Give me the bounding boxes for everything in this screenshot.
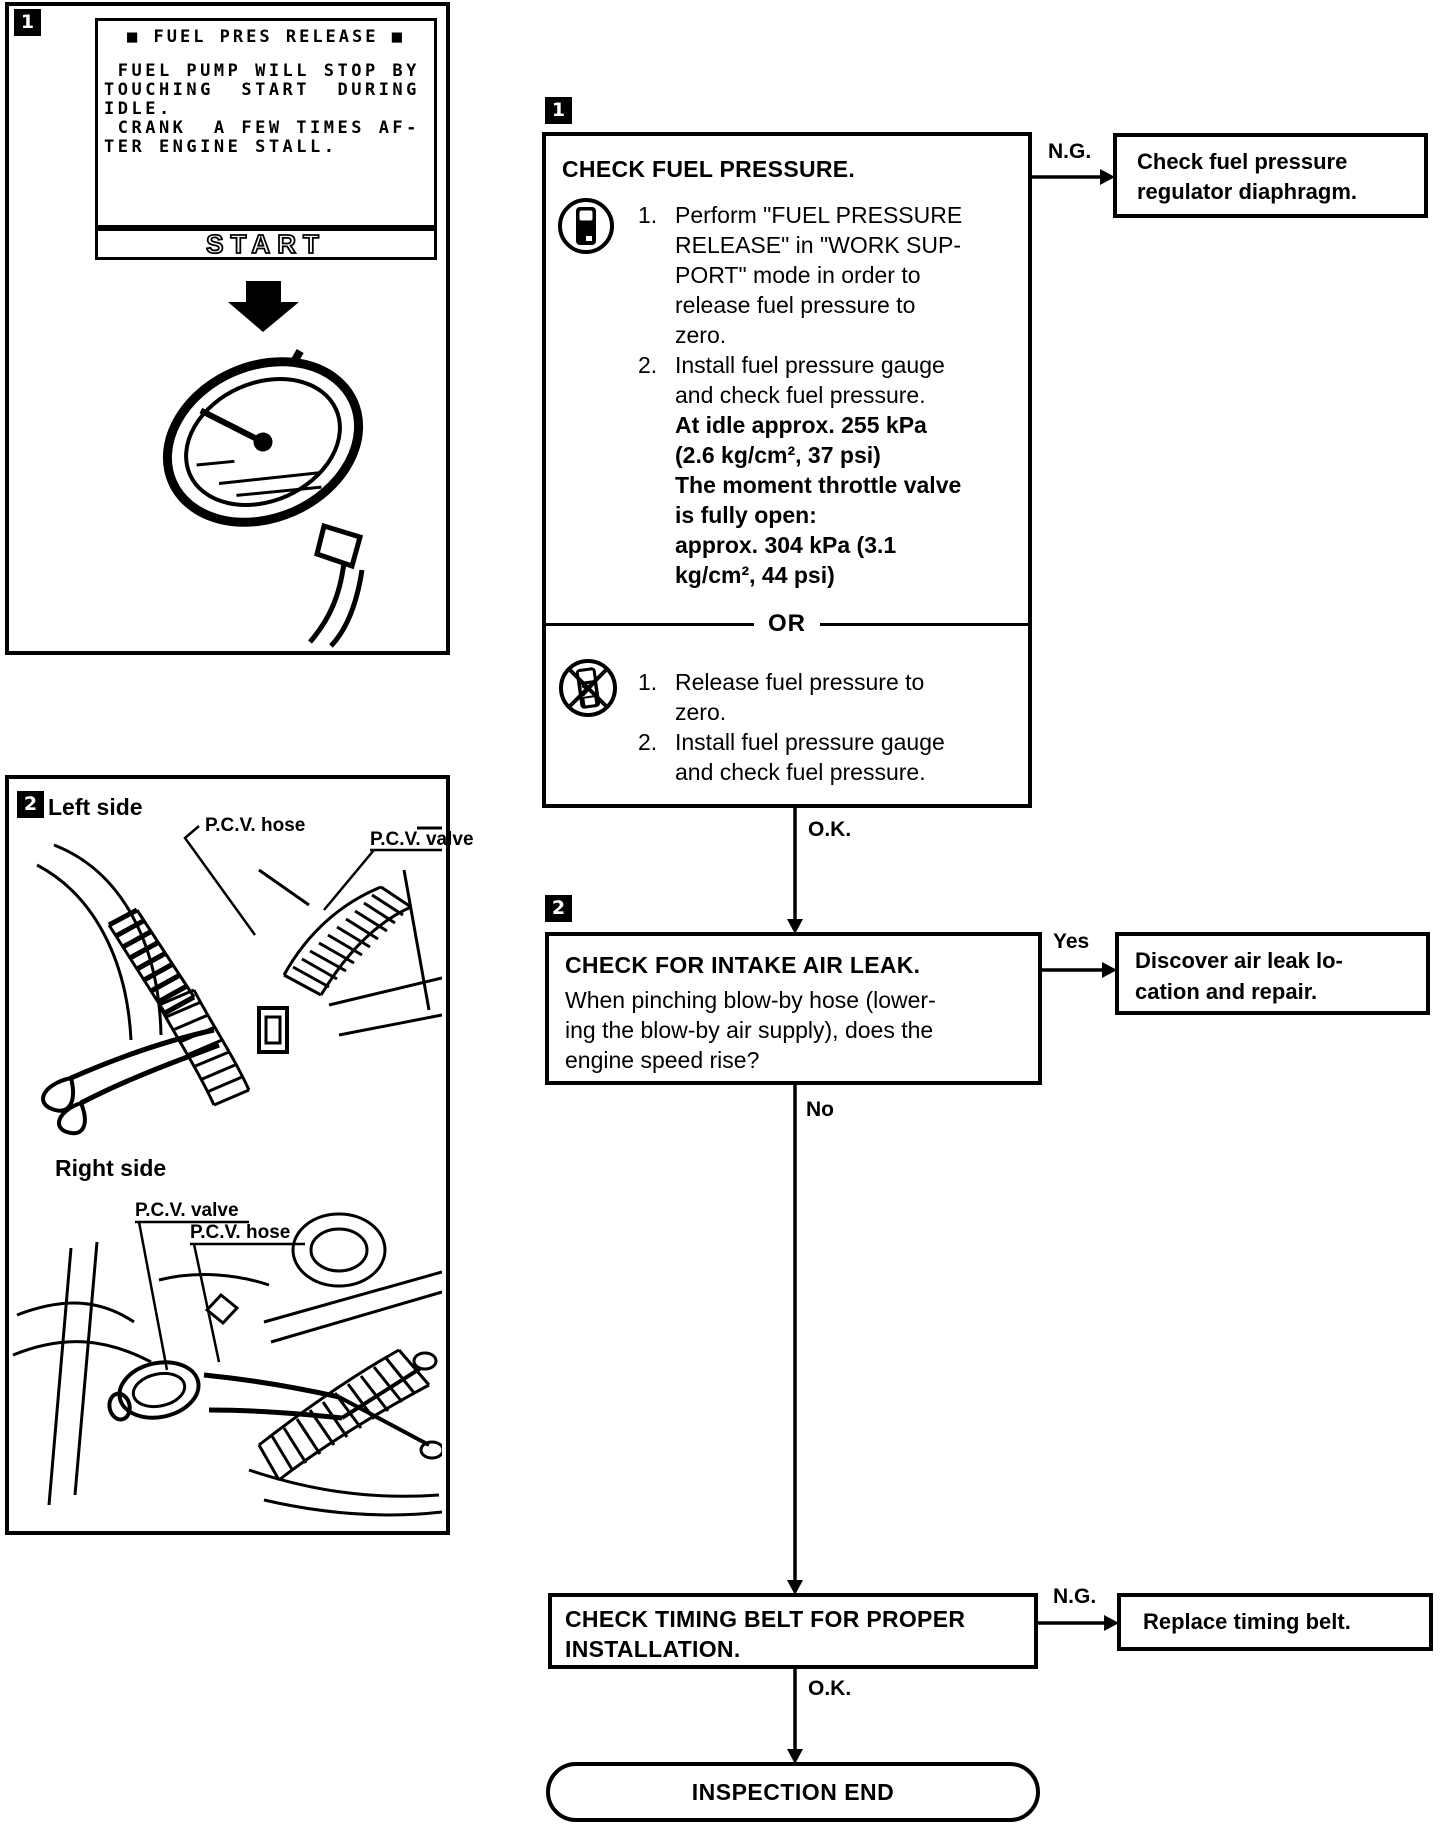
- step-2-box: [545, 932, 1042, 1085]
- step-3-title: CHECK TIMING BELT FOR PROPER INSTALLATION.: [565, 1606, 966, 1662]
- ng-label: N.G.: [1053, 1585, 1097, 1608]
- or-label: OR: [754, 610, 820, 638]
- list-item: 2. Install fuel pressure gauge and check fuel pressure.: [638, 729, 945, 785]
- pcv-hose-callout: P.C.V. hose: [205, 815, 306, 836]
- ok-label: O.K.: [808, 818, 852, 841]
- step-2-question: When pinching blow-by hose (lower- ing the blow-by air supply), does the engine speed rise?: [565, 987, 936, 1073]
- step-1-no-consult-procedure: [638, 667, 945, 787]
- left-side-label: Left side: [48, 794, 143, 820]
- ng-label: N.G.: [1048, 140, 1092, 163]
- step-1-box: [542, 132, 1032, 808]
- right-side-label: Right side: [55, 1155, 167, 1181]
- pcv-valve-callout: P.C.V. valve: [135, 1200, 239, 1221]
- consult-screen-text: FUEL PUMP WILL STOP BY TOUCHING START DURING IDLE. CRANK A FEW TIMES AF- TER ENGINE STALL.: [104, 61, 420, 157]
- inspection-end-terminator: INSPECTION END: [546, 1762, 1040, 1822]
- list-item: 2. Install fuel pressure gauge and check fuel pressure. At idle approx. 255 kPa (2.6 kg/cm², 37 psi) The moment throttle valve is fully open: approx. 304 kPa (3.1 kg/cm², 44 psi): [638, 352, 962, 588]
- panel-index-badge: 1: [14, 9, 41, 36]
- spec-values: At idle approx. 255 kPa (2.6 kg/cm², 37 psi) The moment throttle valve is fully open: approx. 304 kPa (3.1 kg/cm², 44 psi): [675, 412, 962, 588]
- list-item: 1. Release fuel pressure to zero.: [638, 669, 925, 725]
- step-1-ng-result-box: Check fuel pressure regulator diaphragm.: [1113, 133, 1428, 218]
- step-3-box: [548, 1593, 1038, 1669]
- ok-label: O.K.: [808, 1677, 852, 1700]
- list-item: 1. Perform "FUEL PRESSURE RELEASE" in "WORK SUP- PORT" mode in order to release fuel pressure to zero.: [638, 202, 963, 348]
- big-down-arrow: [228, 281, 299, 332]
- pcv-valve-callout: P.C.V. valve: [370, 829, 474, 850]
- step-2-yes-result-box: Discover air leak lo- cation and repair.: [1115, 932, 1430, 1015]
- step-3-ng-result-box: Replace timing belt.: [1117, 1593, 1433, 1651]
- consult-handheld-icon: [557, 194, 615, 258]
- no-label: No: [806, 1098, 834, 1121]
- step-1-title: CHECK FUEL PRESSURE.: [562, 156, 856, 182]
- step-1-badge: 1: [545, 97, 572, 124]
- step-2-title: CHECK FOR INTAKE AIR LEAK.: [565, 952, 921, 978]
- panel-index-badge: 2: [17, 791, 44, 818]
- start-button-label: START: [206, 231, 326, 257]
- yes-label: Yes: [1053, 930, 1090, 953]
- consult-screen-title: ■ FUEL PRES RELEASE ■: [127, 27, 405, 47]
- step-2-badge: 2: [545, 895, 572, 922]
- no-consult-icon: [556, 655, 620, 721]
- pcv-hose-callout: P.C.V. hose: [190, 1222, 291, 1243]
- step-1-consult-procedure: [638, 200, 962, 590]
